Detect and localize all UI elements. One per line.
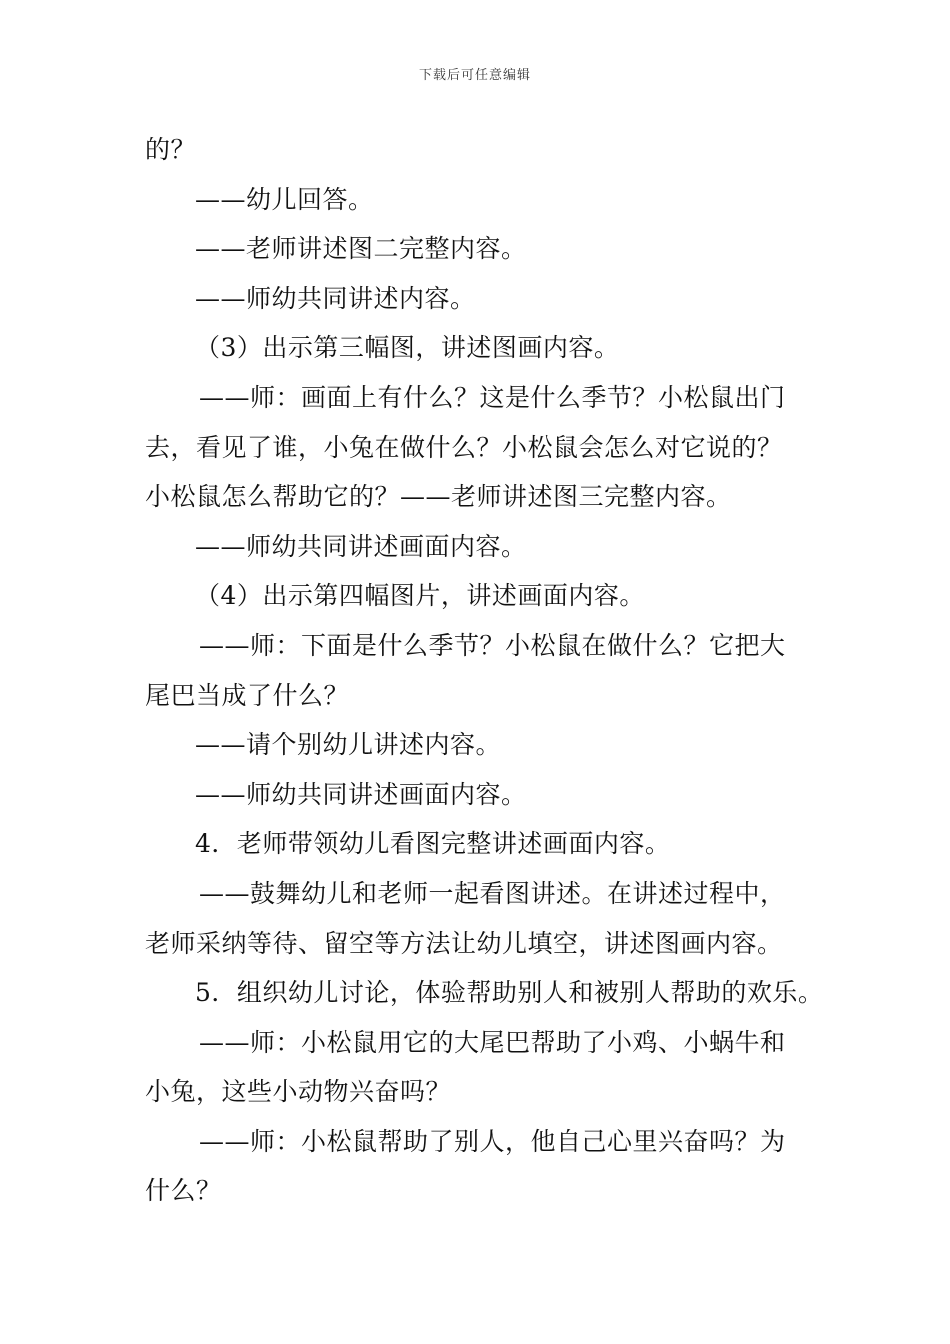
text-line: 什么？: [145, 1176, 222, 1206]
text-line: 小松鼠怎么帮助它的？——老师讲述图三完整内容。: [145, 482, 732, 512]
text-line: ——师：小松鼠帮助了别人，他自己心里兴奋吗？为: [199, 1126, 786, 1156]
text-line: 5．组织幼儿讨论，体验帮助别人和被别人帮助的欢乐。: [195, 978, 824, 1008]
text-line: ——师：下面是什么季节？小松鼠在做什么？它把大: [199, 630, 786, 660]
text-line: ——幼儿回答。: [195, 184, 374, 214]
text-line: 老师采纳等待、留空等方法让幼儿填空，讲述图画内容。: [145, 928, 783, 958]
document-body: [145, 125, 824, 1216]
text-line: ——师幼共同讲述画面内容。: [195, 531, 527, 561]
text-line: ——老师讲述图二完整内容。: [195, 234, 527, 264]
text-line: 4．老师带领幼儿看图完整讲述画面内容。: [195, 829, 671, 859]
text-line: ——师：画面上有什么？这是什么季节？小松鼠出门: [199, 382, 786, 412]
text-line: ——鼓舞幼儿和老师一起看图讲述。在讲述过程中，: [199, 878, 786, 908]
text-line: （4）出示第四幅图片，讲述画面内容。: [195, 581, 645, 611]
text-line: 的？: [145, 135, 197, 164]
text-line: 去，看见了谁，小兔在做什么？小松鼠会怎么对它说的？: [145, 432, 783, 462]
text-line: （3）出示第三幅图，讲述图画内容。: [195, 333, 620, 363]
text-line: ——师：小松鼠用它的大尾巴帮助了小鸡、小蜗牛和: [199, 1027, 786, 1057]
text-line: ——请个别幼儿讲述内容。: [195, 730, 502, 760]
text-line: ——师幼共同讲述画面内容。: [195, 779, 527, 809]
page-header: 下载后可任意编辑: [418, 68, 531, 83]
text-line: 小兔，这些小动物兴奋吗？: [145, 1077, 452, 1107]
text-line: 尾巴当成了什么？: [145, 680, 350, 710]
text-line: ——师幼共同讲述内容。: [195, 283, 476, 313]
